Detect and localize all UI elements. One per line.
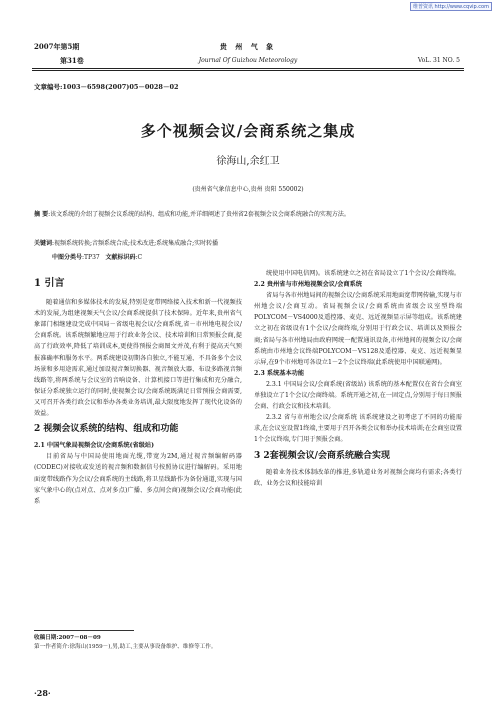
footnote-author-intro: 第一作者简介:徐海山(1959－),男,助工,主要从事设备维护、维修等工作。 xyxy=(34,644,217,650)
paper-authors: 徐海山,余红卫 xyxy=(216,156,280,167)
clc-value: :TP37 xyxy=(82,254,100,261)
keywords-text: :视频系统转换;音频系统合成;技术改进;系统集成融合;实时转播 xyxy=(52,240,219,247)
article-number: 文章编号:1003－6598(2007)05－0028－02 xyxy=(34,83,179,91)
header-rule-2 xyxy=(32,70,464,71)
keywords xyxy=(34,238,462,247)
classification xyxy=(52,252,142,261)
section-2-2-body: 省局与各市州地局间的视频会议/会商系统采用地面宽带网传输,实现与市州地会议/会商互动。省局视频会议/会商系统由省级会议室型终端POLYCOM－VS4000及遥控器、麦克、远近视频显示屏等组成。该系统建立之初在省级设有1个会议/会商终端,分别用于行政会议、培训以及预报会商;省局与各市州地局由政府网统一配置通讯设备,市州地间的视频会议/会商系统由市州地会议终端POLYCOM－VS128及遥控器、麦克、远近视频显示屏,在9个市州地可各设立1－2个会议终端(此系统使用中国联通网)。 xyxy=(254,292,462,366)
section-2-heading: 2 视频会议系统的结构、组成和功能 xyxy=(34,424,179,435)
keywords-label: 关键词 xyxy=(34,240,53,247)
right-body-1: 统使用中国电信网)。该系统建立之初在省局设立了1个会议/会商终端。 xyxy=(266,270,461,277)
section-1-body: 随着通信和多媒体技术的发展,特别是宽带网络接入技术和新一代视频技术的发展,为组建视频天气会议/会商系统提供了技术保障。近年来,贵州省气象部门相继建设完成中国局－省级电视会议/会商系统,省－市州地电视会议/会商系统。该系统频繁地应用于行政业务会议、技术培训和日常预报会商,提高了行政效率,降低了培训成本,更使得预报会商图文并茂,有利于提高天气预报准确率和服务水平。两系统建设初期各自独立,不能互通、不具备多个会议场景和多用途需求,通过加设视音频切换器、视音频放大器、布设多路视音频线路等,将两系统与会议室的音响设备、计算机接口等进行集成和充分融合,保证分系统独立运行的同时,使视频会议/会商系统既满足日常预报会商需要,又可召开各类行政会议和举办各类业务培训,最大限度地发挥了现代化设备的效益。 xyxy=(34,299,242,418)
header-volume: 第31卷 xyxy=(60,56,84,65)
section-2-3-heading: 2.3 系统基本功能 xyxy=(254,369,305,377)
header-journal-en: Journal Of Guizhou Meteorology xyxy=(198,57,298,64)
doc-code-value: :C xyxy=(135,254,143,261)
section-2-1-heading: 2.1 中国气象局视频会议/会商系统(省级站) xyxy=(34,442,155,450)
abstract-label: 摘 要 xyxy=(34,211,49,218)
section-2-1-body: 目前省局与中国局使用地面光缆,带宽为2M,通过视音频编解码器(CODEC)对接收或发送的视音频和数据信号按照协议进行编解码。采用地面宽带线路作为会议/会商系统的主线路,将卫星线路作为备份通道,实现与国家气象中心的(点对点、点对多点)广播、多点间会商)视频会议/会商功能(此系 xyxy=(34,453,242,505)
header-vol-no: VoL. 31 NO. 5 xyxy=(417,57,460,64)
header-journal-cn: 贵 州 气 象 xyxy=(219,42,277,51)
footnote-received: 收稿日期:2007－08－09 xyxy=(34,635,101,641)
abstract xyxy=(34,210,462,220)
abstract-text: :该文系统的介绍了视频会议系统的结构、组成和功能,并详细阐述了贵州省2套视频会议会商系统融合的实现方法。 xyxy=(48,211,350,218)
clc-label: 中图分类号 xyxy=(52,254,83,261)
section-3-body: 随着业务技术体制改革的推进,多轨道业务对视频会商均有需求;各类行政、业务会议和技能培训 xyxy=(254,468,462,487)
watermark-badge: 维普资讯 http://www.cqvip.com xyxy=(410,2,492,11)
header-year-issue: 2007年第5期 xyxy=(34,42,80,51)
page-number: ·28· xyxy=(34,688,51,698)
paper-affiliation: (贵州省气象信息中心,贵州 贵阳 550002) xyxy=(192,186,304,193)
paper-title: 多个视频会议/会商系统之集成 xyxy=(140,122,356,140)
footnote-rule xyxy=(34,630,134,631)
doc-code-label: 文献标识码 xyxy=(105,254,136,261)
section-1-heading: 1 引言 xyxy=(34,278,65,289)
section-2-2-heading: 2.2 贵州省与市州地视频会议/会商系统 xyxy=(254,281,362,289)
left-column xyxy=(34,268,242,507)
footnote xyxy=(34,634,216,652)
right-column xyxy=(254,268,462,489)
section-3-heading: 3 2套视频会议/会商系统融合实现 xyxy=(254,450,390,461)
header-rule xyxy=(32,68,464,69)
section-2-3-2-body: 2.3.2 省与市州地会议/会商系统 该系统建设之初考虑了不同的功能需求,在会议室设置1终端,主要用于召开各类会议和举办技术培训;在会商室设置1个会议终端,专门用于预报会商。 xyxy=(254,414,462,444)
section-2-3-1-body: 2.3.1 中国局会议/会商系统(省级站) 该系统的基本配置仅在省台会商室单独设立了1个会议/会商终端。系统开通之初,在一固定点,分别用于每日预报会商、行政会议和技术培训。 xyxy=(254,380,462,411)
